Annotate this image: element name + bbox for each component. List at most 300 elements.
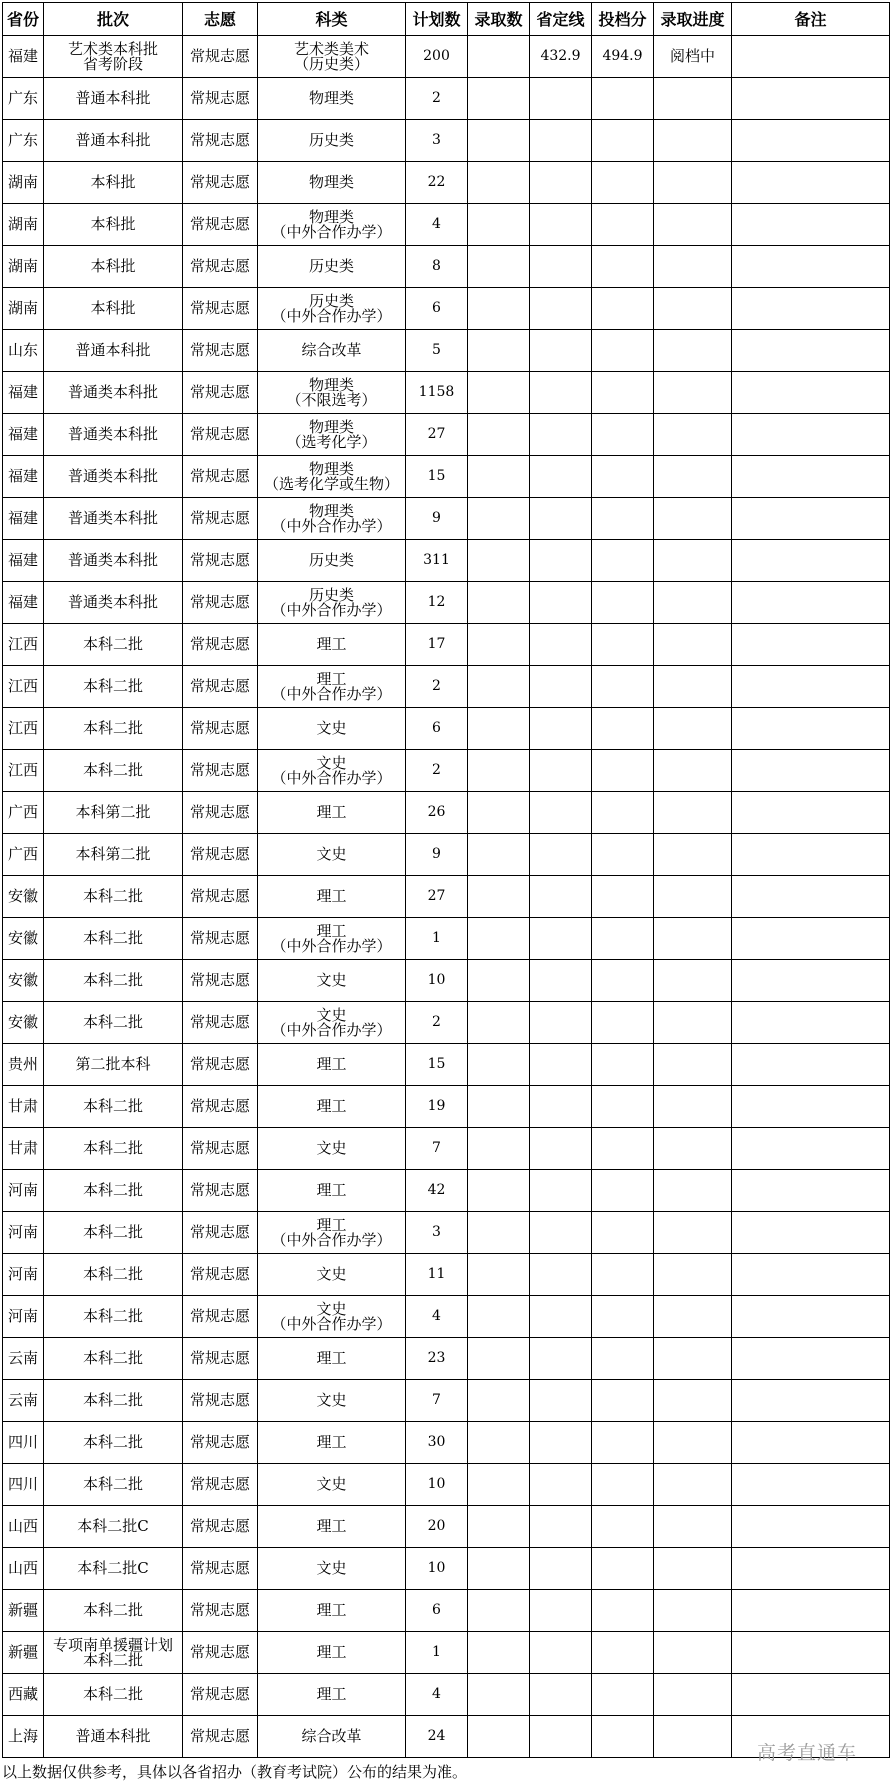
cell-remarks [732, 78, 890, 120]
cell-category [258, 750, 406, 792]
cell-filing-score [592, 1170, 654, 1212]
cell-province: 山西 [3, 1548, 44, 1590]
cell-choice: 常规志愿 [183, 120, 258, 162]
header-row [3, 3, 890, 36]
cell-province: 江西 [3, 666, 44, 708]
table-row [3, 750, 890, 792]
table-row [3, 414, 890, 456]
cell-progress [654, 1338, 732, 1380]
cell-admitted-count [468, 1044, 530, 1086]
cell-plan-count: 8 [406, 246, 468, 288]
cell-filing-score [592, 708, 654, 750]
cell-batch: 本科二批 [44, 1128, 183, 1170]
header-progress: 录取进度 [654, 3, 732, 36]
cell-admitted-count [468, 1506, 530, 1548]
table-row [3, 960, 890, 1002]
cell-plan-count: 26 [406, 792, 468, 834]
cell-plan-count: 200 [406, 36, 468, 78]
cell-batch: 本科批 [44, 162, 183, 204]
cell-batch [44, 1632, 183, 1674]
cell-provincial-line [530, 1044, 592, 1086]
cell-admitted-count [468, 498, 530, 540]
cell-category: 综合改革 [258, 330, 406, 372]
cell-remarks [732, 1128, 890, 1170]
cell-line: （历史类） [293, 54, 369, 73]
cell-progress [654, 1254, 732, 1296]
cell-remarks [732, 876, 890, 918]
cell-filing-score [592, 498, 654, 540]
cell-category: 历史类 [258, 540, 406, 582]
table-row [3, 834, 890, 876]
cell-plan-count: 9 [406, 834, 468, 876]
cell-category [258, 498, 406, 540]
cell-plan-count: 3 [406, 1212, 468, 1254]
cell-filing-score [592, 414, 654, 456]
cell-batch: 本科二批 [44, 624, 183, 666]
cell-filing-score [592, 1212, 654, 1254]
cell-plan-count: 22 [406, 162, 468, 204]
cell-progress [654, 456, 732, 498]
cell-filing-score [592, 162, 654, 204]
cell-choice: 常规志愿 [183, 540, 258, 582]
cell-plan-count: 15 [406, 456, 468, 498]
cell-province: 湖南 [3, 288, 44, 330]
cell-provincial-line [530, 372, 592, 414]
cell-provincial-line [530, 1086, 592, 1128]
cell-admitted-count [468, 204, 530, 246]
cell-remarks [732, 540, 890, 582]
cell-remarks [732, 1380, 890, 1422]
cell-line: （选考化学） [286, 432, 377, 451]
cell-provincial-line [530, 456, 592, 498]
cell-progress [654, 1170, 732, 1212]
cell-choice: 常规志愿 [183, 1380, 258, 1422]
cell-category [258, 204, 406, 246]
cell-filing-score [592, 456, 654, 498]
cell-provincial-line [530, 1296, 592, 1338]
cell-province: 四川 [3, 1422, 44, 1464]
cell-choice: 常规志愿 [183, 1716, 258, 1758]
cell-remarks [732, 1086, 890, 1128]
cell-choice: 常规志愿 [183, 1212, 258, 1254]
cell-plan-count: 42 [406, 1170, 468, 1212]
cell-admitted-count [468, 120, 530, 162]
cell-category [258, 1212, 406, 1254]
cell-remarks [732, 1338, 890, 1380]
table-row [3, 708, 890, 750]
cell-province: 湖南 [3, 246, 44, 288]
table-row [3, 1254, 890, 1296]
cell-line: （中外合作办学） [271, 222, 392, 241]
cell-category: 文史 [258, 1380, 406, 1422]
cell-province: 新疆 [3, 1590, 44, 1632]
cell-category [258, 456, 406, 498]
table-row [3, 1128, 890, 1170]
cell-admitted-count [468, 1128, 530, 1170]
cell-line: 历史类 [308, 585, 354, 604]
cell-remarks [732, 624, 890, 666]
cell-line: （中外合作办学） [271, 684, 392, 703]
cell-line: （中外合作办学） [271, 306, 392, 325]
cell-filing-score [592, 960, 654, 1002]
cell-remarks [732, 1464, 890, 1506]
cell-batch: 第二批本科 [44, 1044, 183, 1086]
cell-filing-score [592, 540, 654, 582]
cell-line: 物理类 [308, 417, 354, 436]
cell-choice: 常规志愿 [183, 1170, 258, 1212]
table-row [3, 1632, 890, 1674]
table-row [3, 78, 890, 120]
cell-line: 理工 [316, 669, 347, 688]
cell-filing-score [592, 876, 654, 918]
cell-provincial-line [530, 1506, 592, 1548]
cell-filing-score [592, 1422, 654, 1464]
cell-provincial-line [530, 666, 592, 708]
cell-admitted-count [468, 456, 530, 498]
cell-provincial-line [530, 1254, 592, 1296]
cell-line: （选考化学或生物） [263, 474, 399, 493]
cell-admitted-count [468, 1170, 530, 1212]
cell-choice: 常规志愿 [183, 1128, 258, 1170]
cell-provincial-line [530, 288, 592, 330]
header-choice: 志愿 [183, 3, 258, 36]
cell-batch: 本科二批C [44, 1506, 183, 1548]
cell-choice: 常规志愿 [183, 750, 258, 792]
cell-progress [654, 1548, 732, 1590]
cell-plan-count: 20 [406, 1506, 468, 1548]
cell-province: 云南 [3, 1338, 44, 1380]
cell-choice: 常规志愿 [183, 960, 258, 1002]
cell-filing-score [592, 1254, 654, 1296]
cell-progress [654, 540, 732, 582]
cell-province: 福建 [3, 582, 44, 624]
cell-batch: 本科二批 [44, 1380, 183, 1422]
cell-admitted-count [468, 540, 530, 582]
cell-province: 江西 [3, 750, 44, 792]
cell-progress [654, 1128, 732, 1170]
cell-category: 理工 [258, 1338, 406, 1380]
cell-remarks [732, 582, 890, 624]
cell-batch: 本科二批 [44, 1296, 183, 1338]
cell-batch: 普通类本科批 [44, 540, 183, 582]
cell-province: 福建 [3, 414, 44, 456]
cell-line: 省考阶段 [82, 54, 143, 73]
cell-admitted-count [468, 288, 530, 330]
cell-filing-score [592, 1674, 654, 1716]
cell-admitted-count [468, 792, 530, 834]
cell-choice: 常规志愿 [183, 1548, 258, 1590]
cell-plan-count: 6 [406, 288, 468, 330]
cell-batch: 本科批 [44, 288, 183, 330]
cell-plan-count: 2 [406, 750, 468, 792]
cell-batch: 本科批 [44, 204, 183, 246]
cell-provincial-line [530, 1170, 592, 1212]
cell-choice: 常规志愿 [183, 1296, 258, 1338]
cell-line: 艺术类本科批 [67, 39, 158, 58]
cell-provincial-line [530, 624, 592, 666]
cell-filing-score [592, 1128, 654, 1170]
cell-progress [654, 1590, 732, 1632]
cell-plan-count: 23 [406, 1338, 468, 1380]
cell-choice: 常规志愿 [183, 246, 258, 288]
cell-filing-score [592, 372, 654, 414]
header-provincial-line: 省定线 [530, 3, 592, 36]
cell-progress [654, 1296, 732, 1338]
cell-filing-score [592, 204, 654, 246]
cell-admitted-count [468, 708, 530, 750]
cell-category: 文史 [258, 834, 406, 876]
cell-plan-count: 311 [406, 540, 468, 582]
cell-remarks [732, 1506, 890, 1548]
cell-category: 文史 [258, 1548, 406, 1590]
cell-filing-score [592, 834, 654, 876]
table-row [3, 162, 890, 204]
cell-province: 安徽 [3, 918, 44, 960]
cell-batch: 普通类本科批 [44, 414, 183, 456]
cell-progress [654, 1380, 732, 1422]
cell-filing-score [592, 1338, 654, 1380]
table-row [3, 1674, 890, 1716]
cell-progress [654, 78, 732, 120]
cell-filing-score [592, 1590, 654, 1632]
cell-admitted-count [468, 1338, 530, 1380]
cell-batch: 普通类本科批 [44, 456, 183, 498]
header-plan-count: 计划数 [406, 3, 468, 36]
cell-province: 山西 [3, 1506, 44, 1548]
cell-choice: 常规志愿 [183, 36, 258, 78]
cell-progress [654, 792, 732, 834]
table-row [3, 624, 890, 666]
table-row [3, 1422, 890, 1464]
cell-line: 理工 [316, 1215, 347, 1234]
cell-remarks [732, 498, 890, 540]
cell-progress [654, 1716, 732, 1758]
cell-line: （中外合作办学） [271, 600, 392, 619]
cell-plan-count: 10 [406, 1464, 468, 1506]
cell-line: （中外合作办学） [271, 516, 392, 535]
cell-plan-count: 1 [406, 918, 468, 960]
cell-category: 理工 [258, 1422, 406, 1464]
header-category: 科类 [258, 3, 406, 36]
cell-progress [654, 1464, 732, 1506]
cell-filing-score [592, 1296, 654, 1338]
cell-admitted-count [468, 1590, 530, 1632]
cell-line: （中外合作办学） [271, 1020, 392, 1039]
cell-line: 物理类 [308, 207, 354, 226]
cell-remarks [732, 834, 890, 876]
cell-remarks [732, 204, 890, 246]
cell-plan-count: 30 [406, 1422, 468, 1464]
table-body [3, 36, 890, 1758]
cell-admitted-count [468, 624, 530, 666]
cell-filing-score: 494.9 [592, 36, 654, 78]
cell-progress [654, 498, 732, 540]
cell-line: 专项南单援疆计划 [52, 1635, 173, 1654]
table-row [3, 456, 890, 498]
cell-province: 贵州 [3, 1044, 44, 1086]
cell-admitted-count [468, 1422, 530, 1464]
cell-admitted-count [468, 372, 530, 414]
table-row [3, 876, 890, 918]
cell-line: 文史 [316, 1005, 347, 1024]
table-row [3, 330, 890, 372]
cell-provincial-line [530, 204, 592, 246]
cell-filing-score [592, 1380, 654, 1422]
cell-category [258, 918, 406, 960]
table-row [3, 1212, 890, 1254]
cell-choice: 常规志愿 [183, 1590, 258, 1632]
cell-line: 本科二批 [82, 1650, 143, 1669]
cell-plan-count: 5 [406, 330, 468, 372]
cell-filing-score [592, 666, 654, 708]
cell-province: 广西 [3, 792, 44, 834]
cell-remarks [732, 1002, 890, 1044]
cell-filing-score [592, 624, 654, 666]
cell-provincial-line [530, 540, 592, 582]
cell-line: 文史 [316, 753, 347, 772]
cell-line: 物理类 [308, 459, 354, 478]
cell-filing-score [592, 918, 654, 960]
cell-provincial-line [530, 918, 592, 960]
cell-choice: 常规志愿 [183, 624, 258, 666]
cell-category: 理工 [258, 1632, 406, 1674]
cell-progress [654, 1632, 732, 1674]
cell-admitted-count [468, 414, 530, 456]
cell-category: 综合改革 [258, 1716, 406, 1758]
cell-provincial-line [530, 1338, 592, 1380]
cell-progress [654, 1506, 732, 1548]
cell-province: 甘肃 [3, 1086, 44, 1128]
cell-remarks [732, 1212, 890, 1254]
cell-provincial-line [530, 1674, 592, 1716]
cell-remarks [732, 1044, 890, 1086]
cell-choice: 常规志愿 [183, 498, 258, 540]
cell-admitted-count [468, 1716, 530, 1758]
cell-province: 河南 [3, 1212, 44, 1254]
footnote: 以上数据仅供参考，具体以各省招办（教育考试院）公布的结果为准。 [2, 1763, 468, 1781]
table-row [3, 792, 890, 834]
cell-province: 福建 [3, 540, 44, 582]
cell-progress [654, 1422, 732, 1464]
cell-province: 云南 [3, 1380, 44, 1422]
cell-provincial-line [530, 1590, 592, 1632]
cell-line: （中外合作办学） [271, 1314, 392, 1333]
table-row [3, 1086, 890, 1128]
cell-category: 理工 [258, 1170, 406, 1212]
cell-plan-count: 7 [406, 1380, 468, 1422]
cell-province: 四川 [3, 1464, 44, 1506]
cell-choice: 常规志愿 [183, 1086, 258, 1128]
cell-batch: 本科二批 [44, 960, 183, 1002]
cell-remarks [732, 1422, 890, 1464]
cell-progress [654, 246, 732, 288]
cell-choice: 常规志愿 [183, 372, 258, 414]
cell-progress [654, 876, 732, 918]
cell-progress [654, 582, 732, 624]
cell-filing-score [592, 246, 654, 288]
cell-province: 广东 [3, 78, 44, 120]
cell-provincial-line: 432.9 [530, 36, 592, 78]
cell-admitted-count [468, 582, 530, 624]
table-row [3, 1506, 890, 1548]
admission-plan-table [2, 2, 890, 1758]
cell-progress [654, 624, 732, 666]
cell-batch: 本科二批 [44, 1338, 183, 1380]
cell-admitted-count [468, 1254, 530, 1296]
cell-admitted-count [468, 1086, 530, 1128]
cell-provincial-line [530, 414, 592, 456]
cell-line: 历史类 [308, 291, 354, 310]
cell-batch: 本科二批 [44, 708, 183, 750]
cell-category: 理工 [258, 1674, 406, 1716]
cell-choice: 常规志愿 [183, 1674, 258, 1716]
cell-plan-count: 1158 [406, 372, 468, 414]
cell-filing-score [592, 1506, 654, 1548]
table-row [3, 1548, 890, 1590]
cell-batch: 本科二批 [44, 1674, 183, 1716]
cell-line: 物理类 [308, 501, 354, 520]
cell-province: 河南 [3, 1170, 44, 1212]
cell-category [258, 372, 406, 414]
cell-plan-count: 3 [406, 120, 468, 162]
cell-province: 福建 [3, 498, 44, 540]
cell-admitted-count [468, 834, 530, 876]
cell-remarks [732, 456, 890, 498]
cell-choice: 常规志愿 [183, 1002, 258, 1044]
cell-progress [654, 1002, 732, 1044]
cell-provincial-line [530, 1548, 592, 1590]
cell-remarks [732, 666, 890, 708]
cell-remarks [732, 1296, 890, 1338]
cell-category: 理工 [258, 792, 406, 834]
cell-provincial-line [530, 1716, 592, 1758]
cell-line: （不限选考） [286, 390, 377, 409]
cell-batch: 本科二批 [44, 1170, 183, 1212]
table-row [3, 1464, 890, 1506]
cell-province: 西藏 [3, 1674, 44, 1716]
cell-provincial-line [530, 876, 592, 918]
cell-batch: 本科二批C [44, 1548, 183, 1590]
cell-batch [44, 36, 183, 78]
cell-remarks [732, 414, 890, 456]
cell-remarks [732, 1674, 890, 1716]
cell-choice: 常规志愿 [183, 834, 258, 876]
table-row [3, 36, 890, 78]
cell-filing-score [592, 330, 654, 372]
cell-choice: 常规志愿 [183, 1632, 258, 1674]
cell-category: 文史 [258, 1464, 406, 1506]
cell-admitted-count [468, 1464, 530, 1506]
cell-batch: 普通类本科批 [44, 372, 183, 414]
cell-plan-count: 19 [406, 1086, 468, 1128]
cell-batch: 本科第二批 [44, 792, 183, 834]
cell-province: 湖南 [3, 162, 44, 204]
cell-provincial-line [530, 1212, 592, 1254]
cell-line: （中外合作办学） [271, 1230, 392, 1249]
cell-category: 物理类 [258, 78, 406, 120]
cell-progress [654, 204, 732, 246]
cell-category: 文史 [258, 1254, 406, 1296]
cell-category: 文史 [258, 1128, 406, 1170]
cell-provincial-line [530, 750, 592, 792]
cell-progress [654, 1212, 732, 1254]
cell-province: 河南 [3, 1254, 44, 1296]
cell-provincial-line [530, 120, 592, 162]
cell-province: 甘肃 [3, 1128, 44, 1170]
cell-provincial-line [530, 1002, 592, 1044]
cell-admitted-count [468, 666, 530, 708]
cell-category: 文史 [258, 708, 406, 750]
